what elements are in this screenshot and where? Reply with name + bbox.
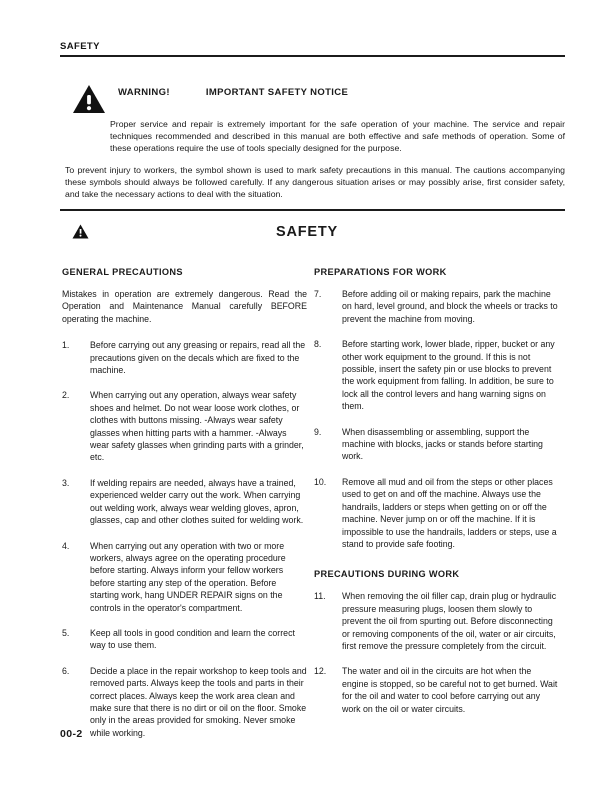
warning-triangle-icon bbox=[72, 84, 106, 114]
warning-notice-title: IMPORTANT SAFETY NOTICE bbox=[205, 87, 349, 98]
precautions-during-work-title: PRECAUTIONS DURING WORK bbox=[314, 569, 460, 580]
warning-label: WARNING! bbox=[118, 87, 170, 98]
header-rule bbox=[60, 55, 565, 57]
item-number: 3. bbox=[62, 477, 70, 488]
warning-paragraph-1: Proper service and repair is extremely important for the safe operation of your machine. The service and repair techniques recommended and described in this manual are both effective and safe methods of operation. Some of these operations require the use of tools specially designed for the purpose. bbox=[110, 119, 565, 154]
item-subtext: -Always wear safety glasses when hitting parts with a hammer. bbox=[90, 415, 283, 438]
item-number: 10. bbox=[314, 476, 327, 487]
precaution-item bbox=[62, 665, 307, 739]
warning-title bbox=[118, 87, 348, 98]
item-text: If welding repairs are needed, always have a trained, experienced welder carry out the work. When carrying out welding work, always wear welding gloves, apron, glasses, cap and other clothes suited for welding work. bbox=[90, 477, 304, 526]
item-subtext: Before disconnecting or removing components of the oil, water or air circuits, first remove the pressure completely from the circuit. bbox=[342, 616, 556, 651]
general-precautions-column bbox=[62, 267, 307, 752]
page-title: SAFETY bbox=[276, 224, 338, 240]
item-subtext: Wait for the oil and water to cool before carrying out any work on the oil or water circuits. bbox=[342, 678, 558, 714]
preparations-column bbox=[314, 267, 559, 728]
precaution-item bbox=[314, 338, 559, 412]
item-number: 8. bbox=[314, 339, 322, 350]
warning-paragraph-2: To prevent injury to workers, the symbol shown is used to mark safety precautions in this manual. The cautions accompanying these symbols should always be followed carefully. If any dangerous situation arises or may possibly arise, first consider safety, and take the necessary actions to deal with the situation. bbox=[65, 165, 565, 200]
item-text: Remove all mud and oil from the steps or other places used to get on and off the machine. Always use the handrails, ladders or steps when getting on or off the machine. Never jump on or off the machine. If it is impossible to use the handrails, ladders or steps, use a stand to provide safe footing. bbox=[342, 476, 557, 549]
precaution-item bbox=[314, 590, 559, 652]
item-number: 5. bbox=[62, 627, 70, 638]
precaution-item bbox=[314, 288, 559, 325]
item-subtext: -Always wear safety glasses when grinding parts with a grinder, etc. bbox=[90, 427, 304, 463]
item-text: The water and oil in the circuits are hot when the engine is stopped, so be careful not to get burned. bbox=[342, 666, 538, 689]
item-text: When disassembling or assembling, support the machine with blocks, jacks or stands before starting work. bbox=[342, 426, 543, 462]
item-text: Keep all tools in good condition and learn the correct way to use them. bbox=[90, 627, 295, 651]
item-number: 2. bbox=[62, 390, 70, 401]
precaution-item bbox=[314, 476, 559, 550]
precaution-item bbox=[62, 389, 307, 463]
item-text: Decide a place in the repair workshop to keep tools and removed parts. Always keep the tools and parts in their correct places. Always keep the work area clean and make sure that there is no dirt or oil on the floor. Smoke only in the areas provided for smoking. Never smoke while working. bbox=[90, 665, 307, 738]
item-number: 12. bbox=[314, 666, 327, 677]
item-number: 7. bbox=[314, 289, 322, 299]
general-precautions-lead: Mistakes in operation are extremely dangerous. Read the Operation and Maintenance Manual carefully BEFORE operating the machine. bbox=[62, 289, 307, 324]
item-number: 11. bbox=[314, 591, 326, 602]
preparations-for-work-title: PREPARATIONS FOR WORK bbox=[314, 267, 447, 277]
running-head: SAFETY bbox=[60, 41, 100, 52]
page-number: 00-2 bbox=[60, 728, 83, 740]
precaution-item bbox=[62, 477, 307, 527]
item-text: Before starting work, lower blade, ripper, bucket or any other work equipment to the ground. If this is not possible, insert the safety pin or use blocks to prevent the work equipment from falling. In addition, be sure to lock all the control levers and hang warning signs on them. bbox=[342, 339, 555, 412]
warning-header-row bbox=[60, 82, 565, 116]
precaution-item bbox=[314, 426, 559, 463]
item-number: 4. bbox=[62, 540, 70, 551]
item-number: 1. bbox=[62, 340, 70, 351]
section-divider-rule bbox=[60, 209, 565, 211]
precaution-item bbox=[314, 665, 559, 715]
general-precautions-title: GENERAL PRECAUTIONS bbox=[62, 267, 183, 277]
item-text: Before adding oil or making repairs, park the machine on hard, level ground, and block the wheels or tracks to prevent the machine from moving. bbox=[342, 289, 558, 324]
precaution-item bbox=[62, 540, 307, 614]
item-number: 6. bbox=[62, 665, 70, 676]
precaution-item bbox=[62, 627, 307, 652]
item-text: When carrying out any operation, always wear safety shoes and helmet. Do not wear loose work clothes, or clothes with buttons missing. bbox=[90, 390, 300, 426]
item-text: Before carrying out any greasing or repairs, read all the precautions given on the decals which are fixed to the machine. bbox=[90, 340, 306, 376]
item-text: When removing the oil filler cap, drain plug or hydraulic pressure measuring plugs, loosen them slowly to prevent the oil from spurting out. bbox=[342, 591, 557, 627]
item-text: When carrying out any operation with two or more workers, always agree on the operating procedure before starting. Always inform your fellow workers before starting any step of the operation. Before starting work, hang UNDER REPAIR signs on the controls in the operator's compartment. bbox=[90, 540, 286, 613]
important-safety-notice-block bbox=[60, 82, 565, 200]
item-number: 9. bbox=[314, 426, 322, 437]
precaution-item bbox=[62, 339, 307, 376]
